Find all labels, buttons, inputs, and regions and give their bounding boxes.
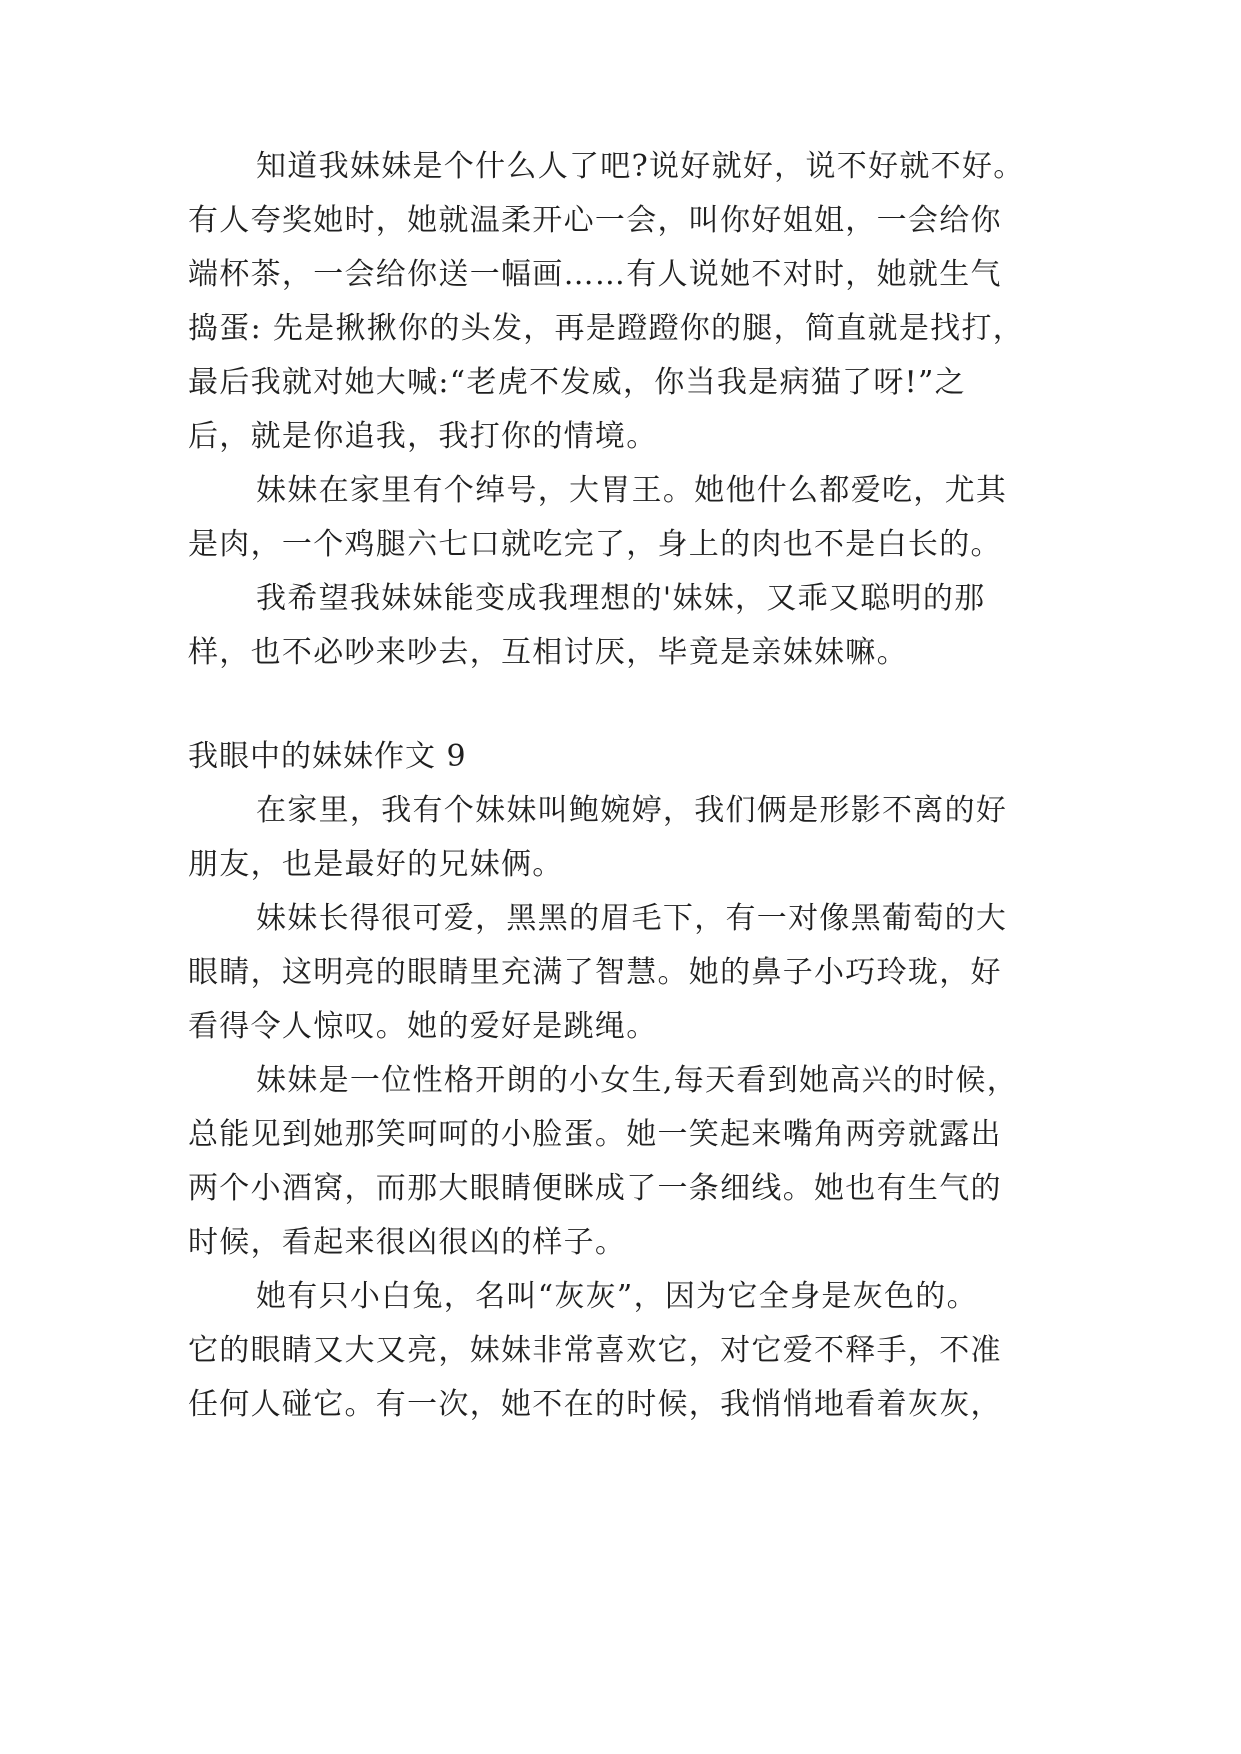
paragraph-line: 有人夸奖她时，她就温柔开心一会，叫你好姐姐，一会给你	[188, 203, 1002, 238]
paragraph-line: 两个小酒窝，而那大眼睛便眯成了一条细线。她也有生气的	[188, 1171, 1002, 1206]
paragraph-line: 眼睛，这明亮的眼睛里充满了智慧。她的鼻子小巧玲珑，好	[188, 955, 1002, 990]
paragraph-line: 是肉，一个鸡腿六七口就吃完了，身上的肉也不是白长的。	[188, 527, 1002, 562]
paragraph-line: 在家里，我有个妹妹叫鲍婉婷，我们俩是形影不离的好	[256, 793, 1008, 828]
paragraph-line: 样，也不必吵来吵去，互相讨厌，毕竟是亲妹妹嘛。	[188, 635, 908, 670]
paragraph-line: 妹妹在家里有个绰号，大胃王。她他什么都爱吃，尤其	[256, 473, 1008, 508]
paragraph-line: 看得令人惊叹。她的爱好是跳绳。	[188, 1009, 658, 1044]
paragraph-line: 任何人碰它。有一次，她不在的时候，我悄悄地看着灰灰，	[188, 1387, 1002, 1422]
paragraph-line: 它的眼睛又大又亮，妹妹非常喜欢它，对它爱不释手，不准	[188, 1333, 1002, 1368]
paragraph-line: 总能见到她那笑呵呵的小脸蛋。她一笑起来嘴角两旁就露出	[188, 1117, 1002, 1152]
paragraph-line: 我希望我妹妹能变成我理想的'妹妹，又乖又聪明的那	[256, 581, 986, 616]
paragraph-line: 朋友，也是最好的兄妹俩。	[188, 847, 564, 882]
paragraph-line: 最后我就对她大喊:“老虎不发威，你当我是病猫了呀!”之	[188, 365, 966, 400]
paragraph-line: 端杯茶，一会给你送一幅画……有人说她不对时，她就生气	[188, 257, 1002, 292]
paragraph-line: 知道我妹妹是个什么人了吧?说好就好，说不好就不好。	[256, 149, 1025, 184]
paragraph-line: 时候，看起来很凶很凶的样子。	[188, 1225, 627, 1260]
paragraph-line: 妹妹长得很可爱，黑黑的眉毛下，有一对像黑葡萄的大	[256, 901, 1008, 936]
paragraph-line: 后，就是你追我，我打你的情境。	[188, 419, 658, 454]
paragraph-line: 她有只小白兔，名叫“灰灰”，因为它全身是灰色的。	[256, 1279, 978, 1314]
paragraph-line: 捣蛋: 先是揪揪你的头发，再是蹬蹬你的腿，简直就是找打，	[188, 311, 1025, 346]
essay-heading: 我眼中的妹妹作文 9	[188, 739, 467, 774]
paragraph-line: 妹妹是一位性格开朗的小女生,每天看到她高兴的时候，	[256, 1063, 1019, 1098]
